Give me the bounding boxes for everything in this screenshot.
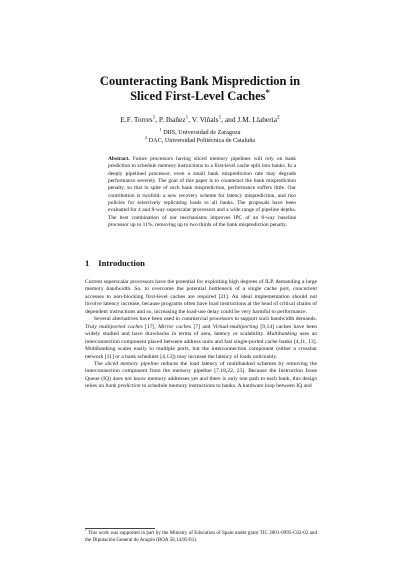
text-run: [9,14] caches have been widely studied and have drawbacks in terms of area, latency or scalability. [85,323,318,338]
author-affil-mark: 1 [218,114,222,121]
author-name: P. Ibañez [158,115,186,124]
emphasis: Virtual-multiporting [212,323,259,330]
text-run: The [94,360,106,367]
emphasis: bank prediction [105,383,141,390]
author-separator: , [155,115,159,124]
body-text [85,279,317,391]
author-list [0,115,400,124]
text-run: uses an interconnection component placed between address units and fast single-ported cache banks [4,11, 13]. Multibanking scales easily to multiple ports, but the interconnection component (either a crossbar network [11] or a bank scheduler [4,13]) may increase the latency of loads noticeably. [85,331,317,360]
affiliation-list [0,126,400,145]
text-run: [17], [142,323,159,330]
affiliation-mark: 1 [159,126,162,132]
paragraph [85,316,317,361]
author-name: E.F. Torres [120,115,153,124]
author-affil-mark: 1 [152,114,156,121]
emphasis: Multibanking [266,331,297,338]
abstract-label: Abstract. [108,156,130,162]
affiliation-text: DIIS, Universidad de Zaragoza [163,129,241,136]
emphasis: sliced memory pipeline [105,360,159,367]
title-line-2: Sliced First-Level Caches [130,89,266,103]
affiliation-text: DAC, Universidad Politécnica de Cataluña [148,137,256,144]
paragraph: Current superscalar processors have the potential for exploiting high degrees of ILP, demanding a large memory bandwidth. So, to overcome the potential bottleneck of a single cache port, concurrent accesses to non-blocking first-level caches are required [21]. An ideal implementation should not involve latency increase, because programs often have load instructions at the head of critical chains of dependent instructions and so, increasing the load-use delay could be very harmful to performance. [85,279,317,315]
paper-title [0,74,400,104]
title-footnote-mark: * [265,86,270,97]
title-line-1: Counteracting Bank Misprediction in [99,74,301,88]
text-run: Several alternatives have been used in commercial processors to support such bandwidth demands. [94,316,317,323]
section-title: Introduction [98,258,145,268]
affiliation [0,134,400,145]
section-heading [85,258,145,268]
affiliation-mark: 2 [144,134,148,140]
author-separator: , and [221,115,238,124]
section-number: 1 [85,258,90,268]
author-affil-mark: 1 [185,114,189,121]
abstract [108,156,296,229]
text-run: reduces the load latency of multibanked schemes by removing the interconnection component from the memory pipeline [7,18,22, 23]. Because the Instruction Issue Queue (IQ) does not know memory addresses yet and there is only one path to each bank, this design relies on [85,360,317,390]
emphasis: Truly multiported caches [85,323,143,330]
author-name: V. Viñals [191,115,219,124]
text-run: to schedule memory instructions to banks. A hardware loop between IQ and [140,383,312,390]
abstract-text: Future processors having sliced memory pipelines will rely on bank prediction to schedule memory instructions to a first-level cache split into banks. In a deeply pipelined processor, even a small bank misprediction rate may degrade performance severely. The goal of this paper is to counteract the bank misprediction penalty, so that in spite of such bank misprediction, performance suffers little. Our contribution is twofold: a new recovery scheme for latency misprediction, and two policies for selectively replicating loads to all banks. The proposals have been evaluated for 4 and 8-way superscalar processors and a wide range of pipeline depths. The best combination of our mechanisms improves IPC of an 8-way baseline processor up to 11%, removing up to two thirds of the bank misprediction penalty. [108,156,296,229]
footnote [85,530,317,543]
emphasis: Mirror caches [158,323,192,330]
paragraph [85,361,317,391]
footnote-mark: * [85,528,87,533]
author-affil-mark: 2 [276,114,280,121]
footnote-text: This work was supported in part by the Ministry of Education of Spain under grant TIC 2001-0995-C02-02 and the Diputación General de Aragón (BOA 58,14/05/03). [85,530,317,543]
author-separator: , [188,115,192,124]
footnote-rule [85,528,155,529]
text-run: [7] and [191,323,213,330]
author-name: J.M. Llaberia [237,115,277,124]
affiliation [0,126,400,137]
